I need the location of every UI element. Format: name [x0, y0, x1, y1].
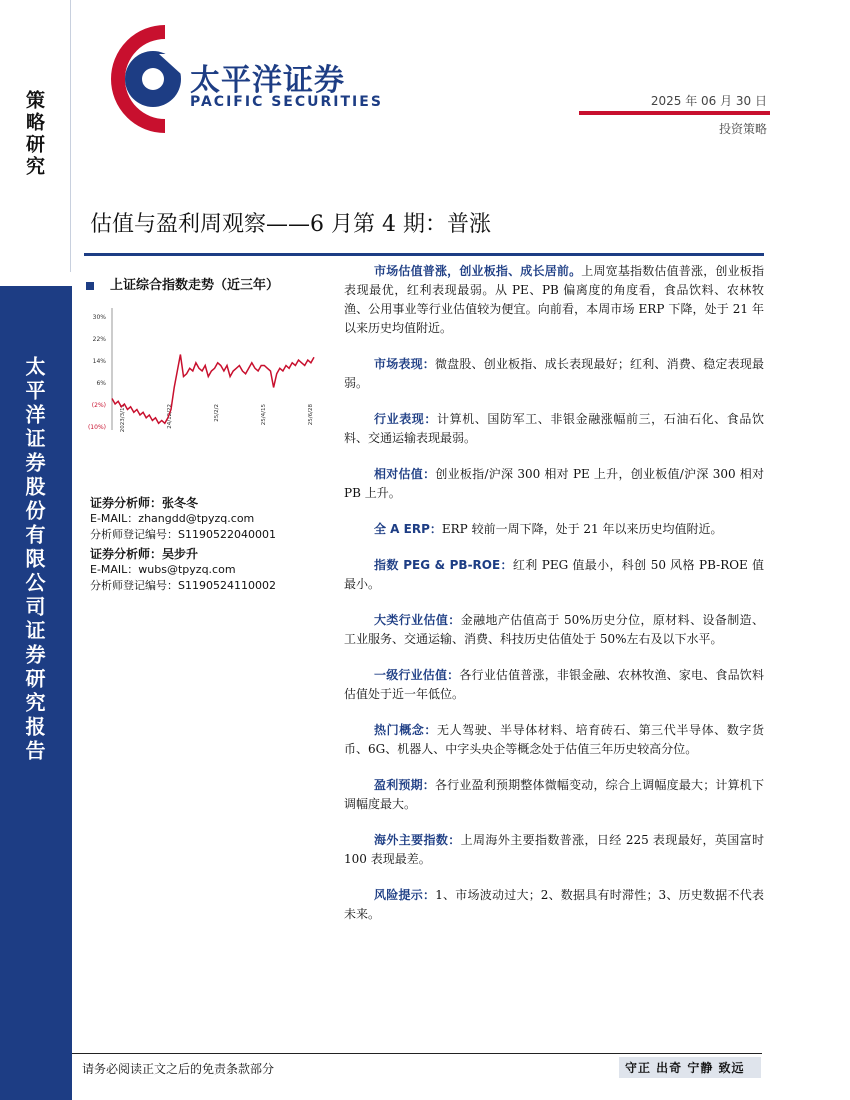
- paragraph-heading: 海外主要指数：: [374, 833, 461, 847]
- y-tick-label: 14%: [92, 358, 106, 365]
- paragraph-text: 各行业盈利预期整体微幅变动，综合上调幅度最大；计算机下调幅度最大。: [344, 778, 764, 811]
- header-accent-bar: [579, 111, 770, 115]
- summary-paragraph: [344, 355, 764, 393]
- analyst-reg: 分析师登记编号：S1190524110002: [90, 579, 276, 592]
- paragraph-heading: 行业表现：: [374, 412, 437, 426]
- analyst-block-2: [90, 546, 276, 594]
- report-category: 投资策略: [718, 122, 767, 136]
- paragraph-text: 微盘股、创业板指、成长表现最好；红利、消费、稳定表现最弱。: [344, 357, 764, 390]
- paragraph-text: 上周海外主要指数普涨，日经 225 表现最好，英国富时 100 表现最差。: [344, 833, 764, 866]
- company-motto: 守正 出奇 宁静 致远: [619, 1057, 761, 1078]
- paragraph-heading: 市场表现：: [374, 357, 435, 371]
- series-line: [112, 355, 314, 424]
- analyst-reg: 分析师登记编号：S1190522040001: [90, 528, 276, 541]
- logo-text-cn: 太平洋证券: [190, 63, 345, 98]
- analyst-name: 证券分析师：张冬冬: [90, 496, 199, 510]
- logo-mark-icon: [95, 14, 195, 144]
- footer-divider: [72, 1053, 762, 1054]
- summary-column: [344, 262, 764, 941]
- summary-paragraph: [344, 831, 764, 869]
- y-tick-label: 22%: [92, 336, 106, 343]
- paragraph-text: 上周宽基指数估值普涨，创业板指表现最优，红利表现最弱。从 PE、PB 偏离度的角度看，食品饮料、农林牧渔、公用事业等行业估值较为便宜。向前看，本周市场 ERP 下降，处于 21 年以来历史均值附近。: [344, 264, 764, 335]
- paragraph-heading: 指数 PEG & PB-ROE：: [374, 558, 513, 572]
- summary-paragraph: [344, 611, 764, 649]
- summary-paragraph: [344, 520, 764, 539]
- company-label: 太平洋证券股份有限公司证券研究报告: [22, 356, 46, 764]
- summary-paragraph: [344, 262, 764, 338]
- paragraph-text: ERP 较前一周下降，处于 21 年以来历史均值附近。: [441, 522, 723, 536]
- paragraph-text: 各行业估值普涨，非银金融、农林牧渔、家电、食品饮料估值处于近一年低位。: [344, 668, 764, 701]
- x-tick-label: 25/2/2: [214, 404, 220, 422]
- y-tick-label: (10%): [87, 424, 106, 431]
- report-date: 2025 年 06 月 30 日: [650, 94, 767, 108]
- chart-heading: [86, 274, 279, 293]
- summary-paragraph: [344, 410, 764, 448]
- paragraph-heading: 盈利预期：: [374, 778, 435, 792]
- chart-title: 上证综合指数走势（近三年）: [110, 278, 280, 293]
- paragraph-heading: 热门概念：: [374, 723, 437, 737]
- disclaimer-text: 请务必阅读正文之后的免责条款部分: [82, 1062, 275, 1076]
- summary-paragraph: [344, 465, 764, 503]
- y-tick-label: (2%): [91, 402, 106, 409]
- paragraph-text: 计算机、国防军工、非银金融涨幅前三，石油石化、食品饮料、交通运输表现最弱。: [344, 412, 764, 445]
- logo-text-en: PACIFIC SECURITIES: [190, 94, 383, 110]
- sidebar-top: [0, 0, 71, 272]
- paragraph-heading: 一级行业估值：: [374, 668, 460, 682]
- analyst-block-1: [90, 495, 276, 543]
- x-tick-label: 25/6/28: [308, 404, 314, 426]
- x-tick-label: 25/4/15: [261, 404, 267, 426]
- paragraph-text: 创业板指/沪深 300 相对 PE 上升，创业板值/沪深 300 相对 PB 上升。: [344, 467, 764, 500]
- paragraph-text: 金融地产估值高于 50%历史分位，原材料、设备制造、工业服务、交通运输、消费、科技历史估值处于 50%左右及以下水平。: [344, 613, 764, 646]
- paragraph-heading: 大类行业估值：: [374, 613, 461, 627]
- paragraph-heading: 市场估值普涨，创业板指、成长居前。: [374, 264, 582, 278]
- paragraph-text: 红利 PEG 值最小，科创 50 风格 PB-ROE 值最小。: [344, 558, 764, 591]
- report-type-label: 策略研究: [23, 90, 45, 178]
- paragraph-text: 1、市场波动过大；2、数据具有时滞性；3、历史数据不代表未来。: [344, 888, 764, 921]
- x-tick-label: 2023/3/11: [120, 404, 126, 433]
- analyst-name: 证券分析师：吴步升: [90, 547, 199, 561]
- summary-paragraph: [344, 776, 764, 814]
- title-divider: [84, 253, 764, 256]
- index-chart: [86, 308, 326, 438]
- paragraph-text: 无人驾驶、半导体材料、培育砖石、第三代半导体、数字货币、6G、机器人、中字头央企等概念处于估值三年历史较高分位。: [344, 723, 764, 756]
- y-tick-label: 6%: [96, 380, 106, 387]
- paragraph-heading: 风险提示：: [374, 888, 436, 902]
- paragraph-heading: 相对估值：: [374, 467, 436, 481]
- summary-paragraph: [344, 666, 764, 704]
- bullet-square-icon: [86, 282, 94, 290]
- summary-paragraph: [344, 886, 764, 924]
- paragraph-heading: 全 A ERP：: [374, 522, 442, 536]
- summary-paragraph: [344, 556, 764, 594]
- y-tick-label: 30%: [92, 314, 106, 321]
- analyst-email: E-MAIL：zhangdd@tpyzq.com: [90, 512, 255, 525]
- page-title: 估值与盈利周观察——6 月第 4 期：普涨: [90, 212, 491, 237]
- summary-paragraph: [344, 721, 764, 759]
- analyst-email: E-MAIL：wubs@tpyzq.com: [90, 563, 236, 576]
- sidebar-company: [0, 286, 72, 1100]
- x-tick-label: 24/12/22: [167, 404, 173, 429]
